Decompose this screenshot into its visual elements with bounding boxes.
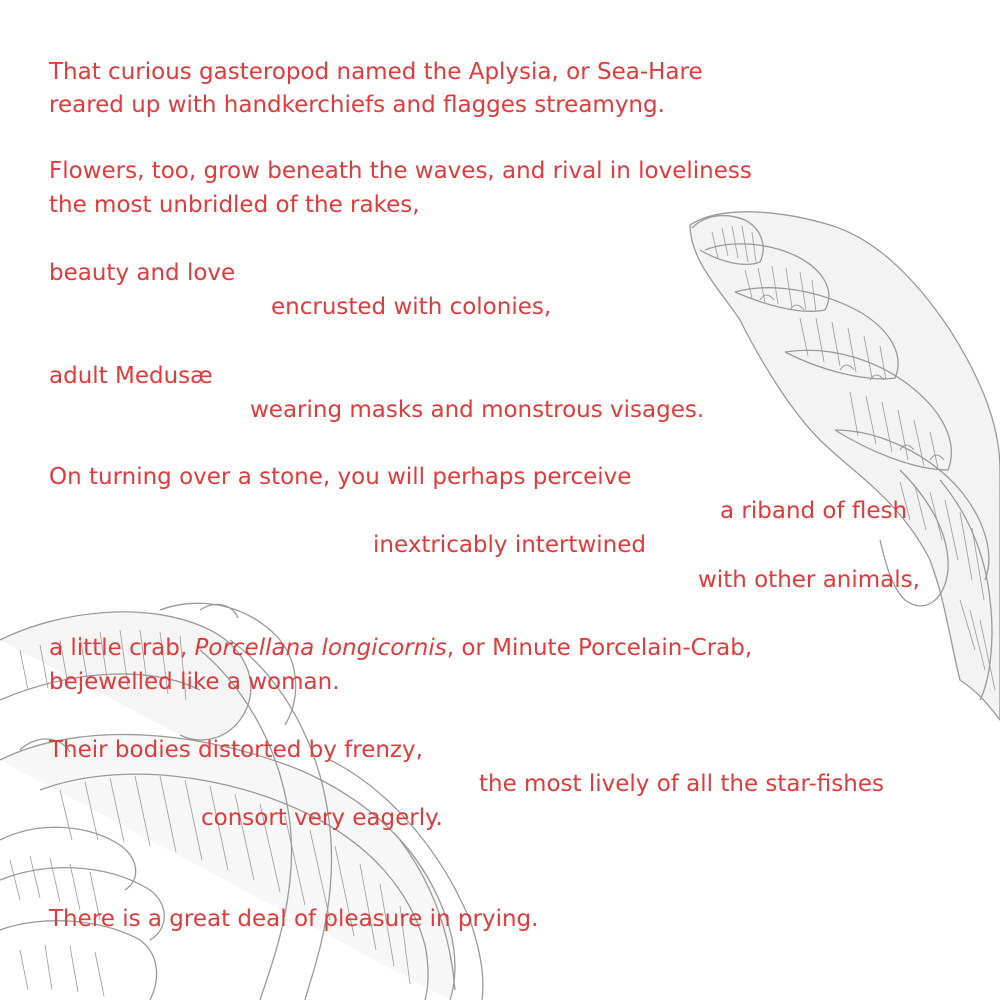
- poem-line-14: bejewelled like a woman.: [49, 669, 340, 695]
- poem-line-13: [49, 634, 752, 662]
- poem-line-9: On turning over a stone, you will perhaps perceive: [49, 464, 632, 490]
- poem-line-3: Flowers, too, grow beneath the waves, and rival in loveliness: [49, 158, 752, 184]
- poem-line-6: encrusted with colonies,: [271, 294, 552, 320]
- poem-line-5: beauty and love: [49, 260, 236, 286]
- species-name: Porcellana longicornis: [194, 635, 447, 661]
- poem-line-18: There is a great deal of pleasure in prying.: [49, 906, 539, 932]
- poem-line-11: inextricably intertwined: [373, 532, 646, 558]
- poem-line-16: the most lively of all the star-fishes: [479, 771, 884, 797]
- poem-line-2: reared up with handkerchiefs and flagges streamyng.: [49, 92, 665, 118]
- poem-line-4: the most unbridled of the rakes,: [49, 192, 420, 218]
- poem-line-12: with other animals,: [698, 567, 920, 593]
- crab-engraving: [0, 603, 483, 1000]
- poem-line-10: a riband of flesh: [720, 498, 908, 524]
- poem-line-17: consort very eagerly.: [201, 805, 443, 831]
- poem-line-13-end: , or Minute Porcelain-Crab,: [446, 635, 753, 661]
- poem-line-15: Their bodies distorted by frenzy,: [49, 737, 423, 763]
- poem-line-1: That curious gasteropod named the Aplysia, or Sea-Hare: [49, 59, 703, 85]
- poem-line-8: wearing masks and monstrous visages.: [250, 397, 705, 423]
- poem-line-7: adult Medusæ: [49, 363, 213, 389]
- poem-line-13-start: a little crab,: [49, 635, 195, 661]
